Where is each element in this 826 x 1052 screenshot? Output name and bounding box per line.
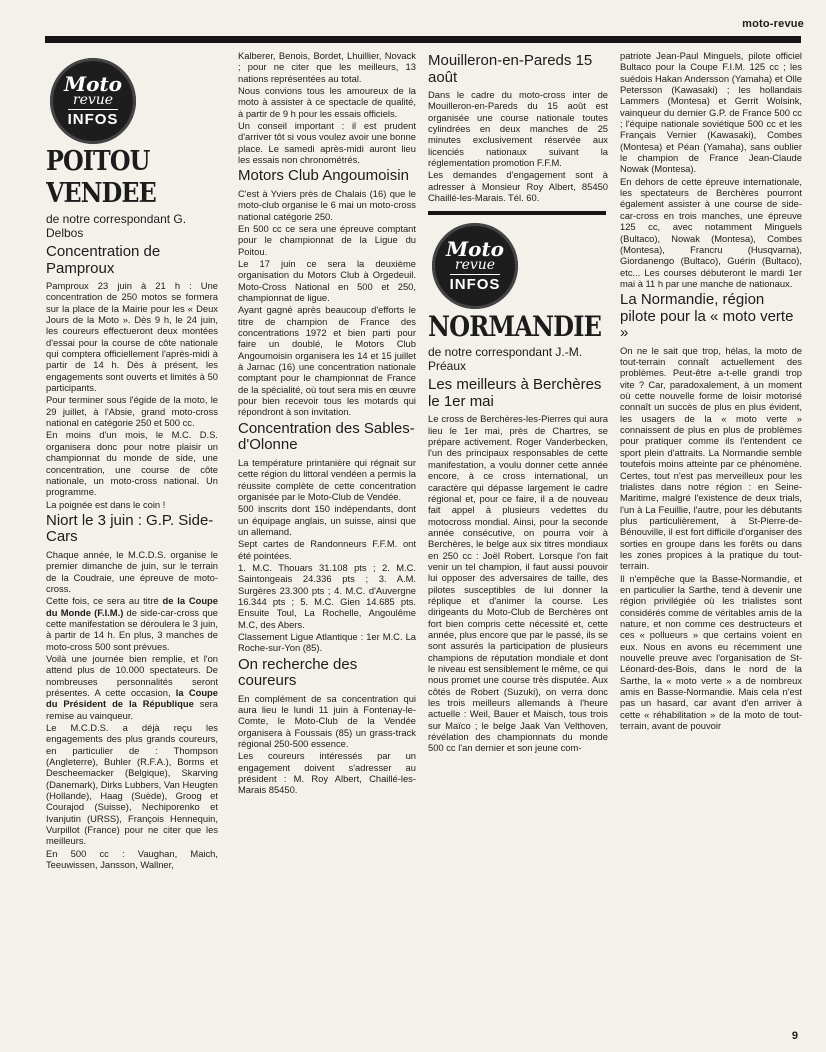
paragraph: Nous convions tous les amoureux de la moto à assister à ce spectacle de qualité, à partir de 9 h pour les essais officiels. [238,85,416,119]
paragraph: En dehors de cette épreuve internationale, les spectateurs de Berchères pourront également assister à une course de side-car-cross en trois manches, une épreuve 125 cc, avec notamment Minguels (Bultaco), Nowak (Montesa), Combes (Montesa), Francru (Husqvarna), Giordanengo (Bultaco), Guérin (Bultaco), etc... Les courses débuteront le mardi 1er mai à 11 h par une manche de nationaux. [620,175,802,289]
paragraph: Le 17 juin ce sera la deuxième organisation du Motors Club à Orgedeuil. Moto-Cross National en 500 et 250, championnat de ligue. [238,258,416,304]
logo-line-1: Moto [63,71,123,96]
text-run: Voilà une journée bien remplie, et l'on attend plus de 10.000 spectateurs. De nombreuses personnalités seront présentes. A cette occasion, [46,652,218,698]
correspondent-line: de notre correspondant G. Delbos [46,212,187,240]
text-run: Cette fois, ce sera au titre [46,595,163,607]
logo-line-2: revue [454,256,496,273]
column-1 [46,50,218,1040]
paragraph: Classement Ligue Atlantique : 1er M.C. La Roche-sur-Yon (85). [238,630,416,654]
column-2 [238,50,416,1040]
paragraph: En complément de sa concentration qui aura lieu le lundi 11 juin à Fontenay-le-Comte, le Moto-Club de la Vendée organisera à Foussais (85) un grass-track régional 250-500 essence. [238,692,416,750]
text-run: sera remise au vainqueur. [46,698,218,721]
header-rule [45,36,801,43]
paragraph: Les coureurs intéressés par un engagement doivent s'adresser au président : M. Roy Albert, Chaillé-les-Marais 85450. [238,750,416,796]
paragraph [46,595,218,652]
section-divider [428,211,606,215]
paragraph: Chaque année, le M.C.D.S. organise le premier dimanche de juin, sur le terrain de la Coudraie, une épreuve de moto-cross. [46,548,218,594]
bold-text: la Coupe du Président de la République [46,687,218,710]
section-title: Mouilleron-en-Pareds 15 août [428,52,593,86]
text-run: de side-car-cross que cette manifestation se déroulera le 3 juin, à partir de 14 h. En plus, 3 manches de moto-cross 500 sont prévues. [46,606,218,652]
masthead: moto-revue [742,18,804,30]
paragraph: Les demandes d'engagement sont à adresser à Monsieur Roy Albert, 85450 Chaillé-les-Marais. Tél. 60. [428,169,608,204]
paragraph: En moins d'un mois, le M.C. D.S. organisera donc pour notre plaisir un championnat du monde de side, une concentration, une course de côte nationale, un moto-cross national. Un programme. [46,429,218,498]
paragraph: Le M.C.D.S. a déjà reçu les engagements des plus grands coureurs, en particulier de : Thompson (Angleterre), Buhler (R.F.A.), Borms et Descheemacker (Belgique), Skarving (Danemark), Dirks Lubbers, Van Heugten (Hollande), Haag (Suède), Groog et Courajod (Suisse), Nechiporenko et Ivanjutin (URSS), François Hennequin, Vurpillot (France) pour ne citer que les meilleurs. [46,722,218,847]
region-title-vendee: VENDEE [46,178,156,209]
paragraph: Dans le cadre du moto-cross inter de Mouilleron-en-Pareds du 15 août est organisée une course nationale toutes cylindrées en deux manches de 25 minutes exclusivement réservée aux licenciés nationaux suivant la réglementation promotion F.F.M. [428,89,608,169]
logo-line-3: INFOS [67,110,119,128]
region-title-normandie: NORMANDIE [428,310,602,344]
paragraph: En 500 cc ce sera une épreuve comptant pour le championnat de la Ligue du Poitou. [238,222,416,257]
paragraph: En 500 cc : Vaughan, Maich, Teeuwissen, Jansson, Wallner, [46,847,218,871]
section-title: La Normandie, région pilote pour la « moto verte » [620,291,794,342]
paragraph: Un conseil important : il est prudent d'arriver tôt si vous voulez avoir une bonne place. Le samedi après-midi auront lieu les essais non chronométrés. [238,120,416,166]
paragraph: On ne le sait que trop, hélas, la moto de tout-terrain connaît actuellement des problèmes. Peut-être a-t-elle grandi trop vite ? Car, paradoxalement, à un moment où cette nouvelle forme de loisir motorisé connaît un succès de plus en plus évident, les usagers de la « moto verte » connaissent de plus en plus de problèmes pour pratiquer comme ils l'entendent ce sport plein d'attraits. La Normandie semble toutefois moins atteinte par ce phénomène. Certes, tout n'est pas merveilleux pour les trialistes dans notre région : en Seine-Maritime, malgré l'existence de deux trials, l'un à La Feuillie, l'autre, pour les débutants plus particulièrement, à St-Pierre-de-Bénouville, il est fort difficile d'organiser des sorties en groupe dans les forêts ou dans les zones propices à la pratique du tout-terrain. [620,344,802,572]
section-title: Motors Club Angoumoisin [238,167,409,185]
logo-line-3: INFOS [449,275,501,293]
paragraph: La poignée est dans le coin ! [46,498,166,510]
paragraph: Il n'empêche que la Basse-Normandie, et en particulier la Sarthe, tend à devenir une région privilégiée où les trialistes sont considérés comme de véritables amis de la nature, et non comme ces destructeurs et ces « pollueurs » que certains voient en eux. Nous en avons eu récemment une nouvelle preuve avec l'organisation de St-Léonard-des-Bois, dans le nord de la Sarthe, la « moto verte » a de nombreux amis en Basse-Normandie. Mais cela n'est pas un hasard, car avant d'en arriver à cette « réhabilitation » de la moto de tout-terrain, avant de pouvoir [620,572,802,732]
paragraph: Kalberer, Benois, Bordet, Lhuillier, Novack ; pour ne citer que les meilleurs, 13 nations représentées au total. [238,50,416,84]
paragraph [46,653,218,721]
paragraph: 500 inscrits dont 150 indépendants, dont un équipage anglais, un suisse, ainsi que un allemand. [238,503,416,537]
section-title: Niort le 3 juin : G.P. Side-Cars [46,511,214,546]
paragraph: Pamproux 23 juin à 21 h : Une concentration de 250 motos se formera sur la place de la Mairie pour les « Deux Jours de la Moto ». Dès 9 h, le 24 juin, les coureurs effectueront deux montées d'essai pour la course de côte nationale qui comptera officiellement l'après-midi à partir de 14 h. Dès à présent, les engagements sont ouverts et limités à 50 participants. [46,280,218,394]
paragraph: 1. M.C. Thouars 31.108 pts ; 2. M.C. Saintongeais 24.336 pts ; 3. A.M. Surgères 23.300 pts ; 4. M.C. d'Auvergne 16.344 pts ; 5. M.C. Gien 14.685 pts. Ensuite Toul, La Rochelle, Angoulême M.C, des Abers. [238,561,416,630]
moto-revue-infos-logo [432,223,518,309]
paragraph: Le cross de Berchères-les-Pierres qui aura lieu le 1er mai, près de Chartres, se prépare activement. Roger Vanderbecken, l'un des principaux responsables de cette manifestation, a voulu donner cette année encore, à ce cross international, un caractère qui dépasse largement le cadre régional et, pour ce faire, il a de nouveau fait appel à plusieurs vedettes du motocross mondial. Ainsi, pour la seconde année consécutive, on pourra voir à Berchères, le belge aux six titres mondiaux en 250 cc : Joël Robert. Lorsque l'on fait venir un tel champion, il faut aussi pouvoir lui opposer des adversaires de taille, des pilotes susceptibles de lui donner la réplique et d'animer la course. Les dirigeants du Moto-Club de Berchères ont fort bien compris cette nécessité et, cette année, plus encore que par le passé, ils se sont assurés la participation de plusieurs champions de réputation mondiale et dont le niveau est sensiblement le même, ce qui nous promet une course très disputée. Aux côtés de Robert (Suzuki), on verra donc les trois meilleurs allemands à l'heure actuelle : Weil, Bauer et Maisch, tous trois sur Maïco ; le belge Jaak Van Velthoven, révélation des championnats du monde 500 cc l'an dernier et son jeune com- [428,413,608,754]
correspondent-line: de notre correspondant J.-M. Préaux [428,345,583,374]
page-number: 9 [791,1030,798,1042]
paragraph: patriote Jean-Paul Minguels, pilote officiel Bultaco pour la Coupe F.I.M. 125 cc ; les suédois Hakan Andersson (Yamaha) et Olle Petersson (Kawasaki) ; les hollandais Lammers (Montesa) et Gerrit Wolsink, vainqueur du dernier G.P. de France 500 cc ; l'équipe nationale soviétique 500 cc et les Français Vernier (Kawasaki), Combes (Montesa) et Péan (Yamaha), sans oublier le champion de France Jean-Claude Nowak (Montesa). [620,50,802,175]
paragraph: Sept cartes de Randonneurs F.F.M. ont été pointées. [238,538,416,561]
paragraph: Pour terminer sous l'égide de la moto, le 29 juillet, à l'Absie, grand moto-cross national en catégorie 250 et 500 cc. [46,394,218,429]
section-title: Concentration de Pamproux [46,243,161,277]
section-title: On recherche des coureurs [238,655,358,690]
paragraph: C'est à Yviers près de Chalais (16) que le moto-club organise le 6 mai un moto-cross national catégorie 250. [238,187,416,222]
column-3 [428,50,608,1040]
paragraph: La température printanière qui régnait sur cette région du littoral vendéen a permis la réussite complète de cette concentration organisée par le Moto-Club de Vendée. [238,456,416,502]
region-title-poitou: POITOU [46,146,150,177]
section-title: Concentration des Sables-d'Olonne [238,419,415,454]
logo-line-2: revue [72,91,114,108]
column-4 [620,50,802,1040]
paragraph: Ayant gagné après beaucoup d'efforts le titre de champion de France des concentrations 1972 et bien parti pour faire un doublé, le Motors Club Angoumoisin organisera les 14 et 15 juillet à Jarnac (16) une concentration nationale comptant pour le championnat de France de la spécialité, où tout sera mis en œuvre pour bien recevoir tous les motards qui répondront à son invitation. [238,304,416,418]
logo-line-1: Moto [445,236,505,261]
section-title: Les meilleurs à Berchères le 1er mai [428,376,602,410]
moto-revue-infos-logo [50,58,136,144]
bold-text: de la Coupe du Monde (F.I.M.) [46,595,218,618]
